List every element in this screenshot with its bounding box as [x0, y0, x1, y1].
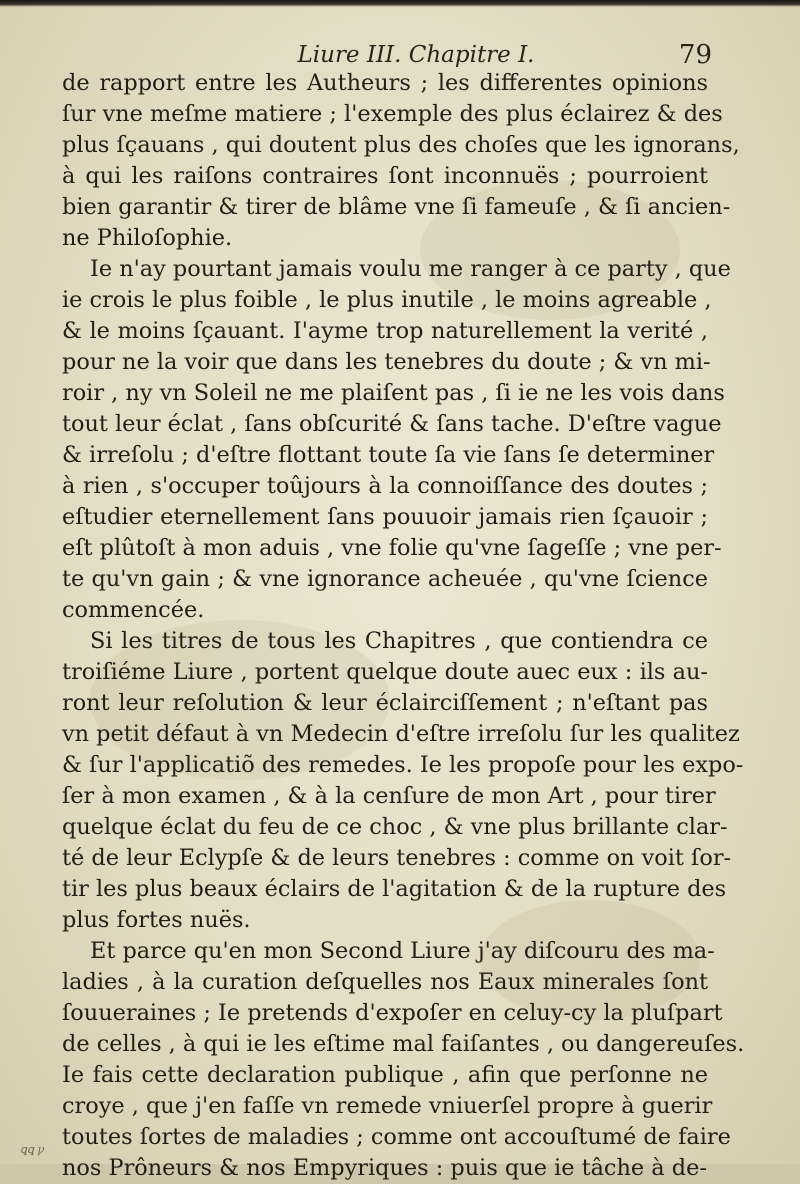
text-line: commencée. [62, 597, 205, 623]
margin-scribble: ꝗꝗ ꝩ [20, 1143, 45, 1156]
text-line: ront leur reſolution & leur éclairciſſement ; n'eſtant pas [62, 690, 708, 716]
text-line: ladies , à la curation deſquelles nos Eaux minerales ſont [62, 969, 708, 995]
paragraph [62, 254, 731, 626]
text-line: de rapport entre les Autheurs ; les differentes opinions [62, 70, 708, 96]
text-line: vn petit défaut à vn Medecin d'eſtre irreſolu ſur les qualitez [62, 721, 740, 747]
text-line: Ie n'ay pourtant jamais voulu me ranger à ce party , que [90, 256, 731, 282]
paragraph [62, 68, 740, 254]
text-line: quelque éclat du feu de ce choc , & vne plus brillante clar- [62, 814, 728, 840]
running-head: Liure III. Chapitre I. [297, 42, 535, 68]
text-line: toutes ſortes de maladies ; comme ont accouſtumé de faire [62, 1124, 731, 1150]
text-line: tir les plus beaux éclairs de l'agitation & de la rupture des [62, 876, 727, 902]
paragraph [62, 936, 745, 1184]
text-line: de celles , à qui ie les eſtime mal faiſantes , ou dangereuſes. [62, 1031, 745, 1057]
text-line: eſt plûtoſt à mon aduis , vne folie qu'vne ſageſſe ; vne per- [62, 535, 722, 561]
text-line: plus ſçauans , qui doutent plus des choſes que les ignorans, [62, 132, 740, 158]
text-line: Et parce qu'en mon Second Liure j'ay diſcouru des ma- [90, 938, 715, 964]
text-line: & ſur l'applicatiõ des remedes. Ie les propoſe pour les expo- [62, 752, 744, 778]
text-line: croye , que j'en faſſe vn remede vniuerſel propre à guerir [62, 1093, 713, 1119]
text-line: bien garantir & tirer de blâme vne ſi fameuſe , & ſi ancien- [62, 194, 731, 220]
page-number: 79 [678, 40, 712, 70]
text-line: Si les titres de tous les Chapitres , que contiendra ce [90, 628, 708, 654]
text-line: tout leur éclat , ſans obſcurité & ſans tache. D'eſtre vague [62, 411, 722, 437]
body-text [62, 68, 745, 1184]
text-line: à rien , s'occuper toûjours à la connoiſſance des doutes ; [62, 473, 708, 499]
paragraph [62, 626, 744, 936]
text-line: ſer à mon examen , & à la cenſure de mon Art , pour tirer [62, 783, 716, 809]
text-line: plus fortes nuës. [62, 907, 251, 933]
text-line: eſtudier eternellement ſans pouuoir jamais rien ſçauoir ; [62, 504, 708, 530]
text-line: ſur vne meſme matiere ; l'exemple des plus éclairez & des [62, 101, 723, 127]
text-line: pour ne la voir que dans les tenebres du doute ; & vn mi- [62, 349, 711, 375]
text-line: te qu'vn gain ; & vne ignorance acheuée , qu'vne ſcience [62, 566, 708, 592]
text-line: ſouueraines ; Ie pretends d'expoſer en celuy-cy la pluſpart [62, 1000, 723, 1026]
text-line: nos Prôneurs & nos Empyriques : puis que ie tâche à de- [62, 1155, 707, 1181]
page-top-edge [0, 0, 800, 7]
text-line: roir , ny vn Soleil ne me plaiſent pas , ſi ie ne les vois dans [62, 380, 725, 406]
text-line: & irreſolu ; d'eſtre flottant toute ſa vie ſans ſe determiner [62, 442, 715, 468]
text-line: té de leur Eclypſe & de leurs tenebres : comme on voit ſor- [62, 845, 732, 871]
text-line: Ie fais cette declaration publique , afin que perſonne ne [62, 1062, 708, 1088]
text-line: ne Philoſophie. [62, 225, 233, 251]
text-line: à qui les raiſons contraires ſont inconnuës ; pourroient [62, 163, 708, 189]
text-line: ie crois le plus foible , le plus inutile , le moins agreable , [62, 287, 712, 313]
text-line: & le moins ſçauant. I'ayme trop naturellement la verité , [62, 318, 708, 344]
text-line: troiſiéme Liure , portent quelque doute auec eux : ils au- [62, 659, 708, 685]
